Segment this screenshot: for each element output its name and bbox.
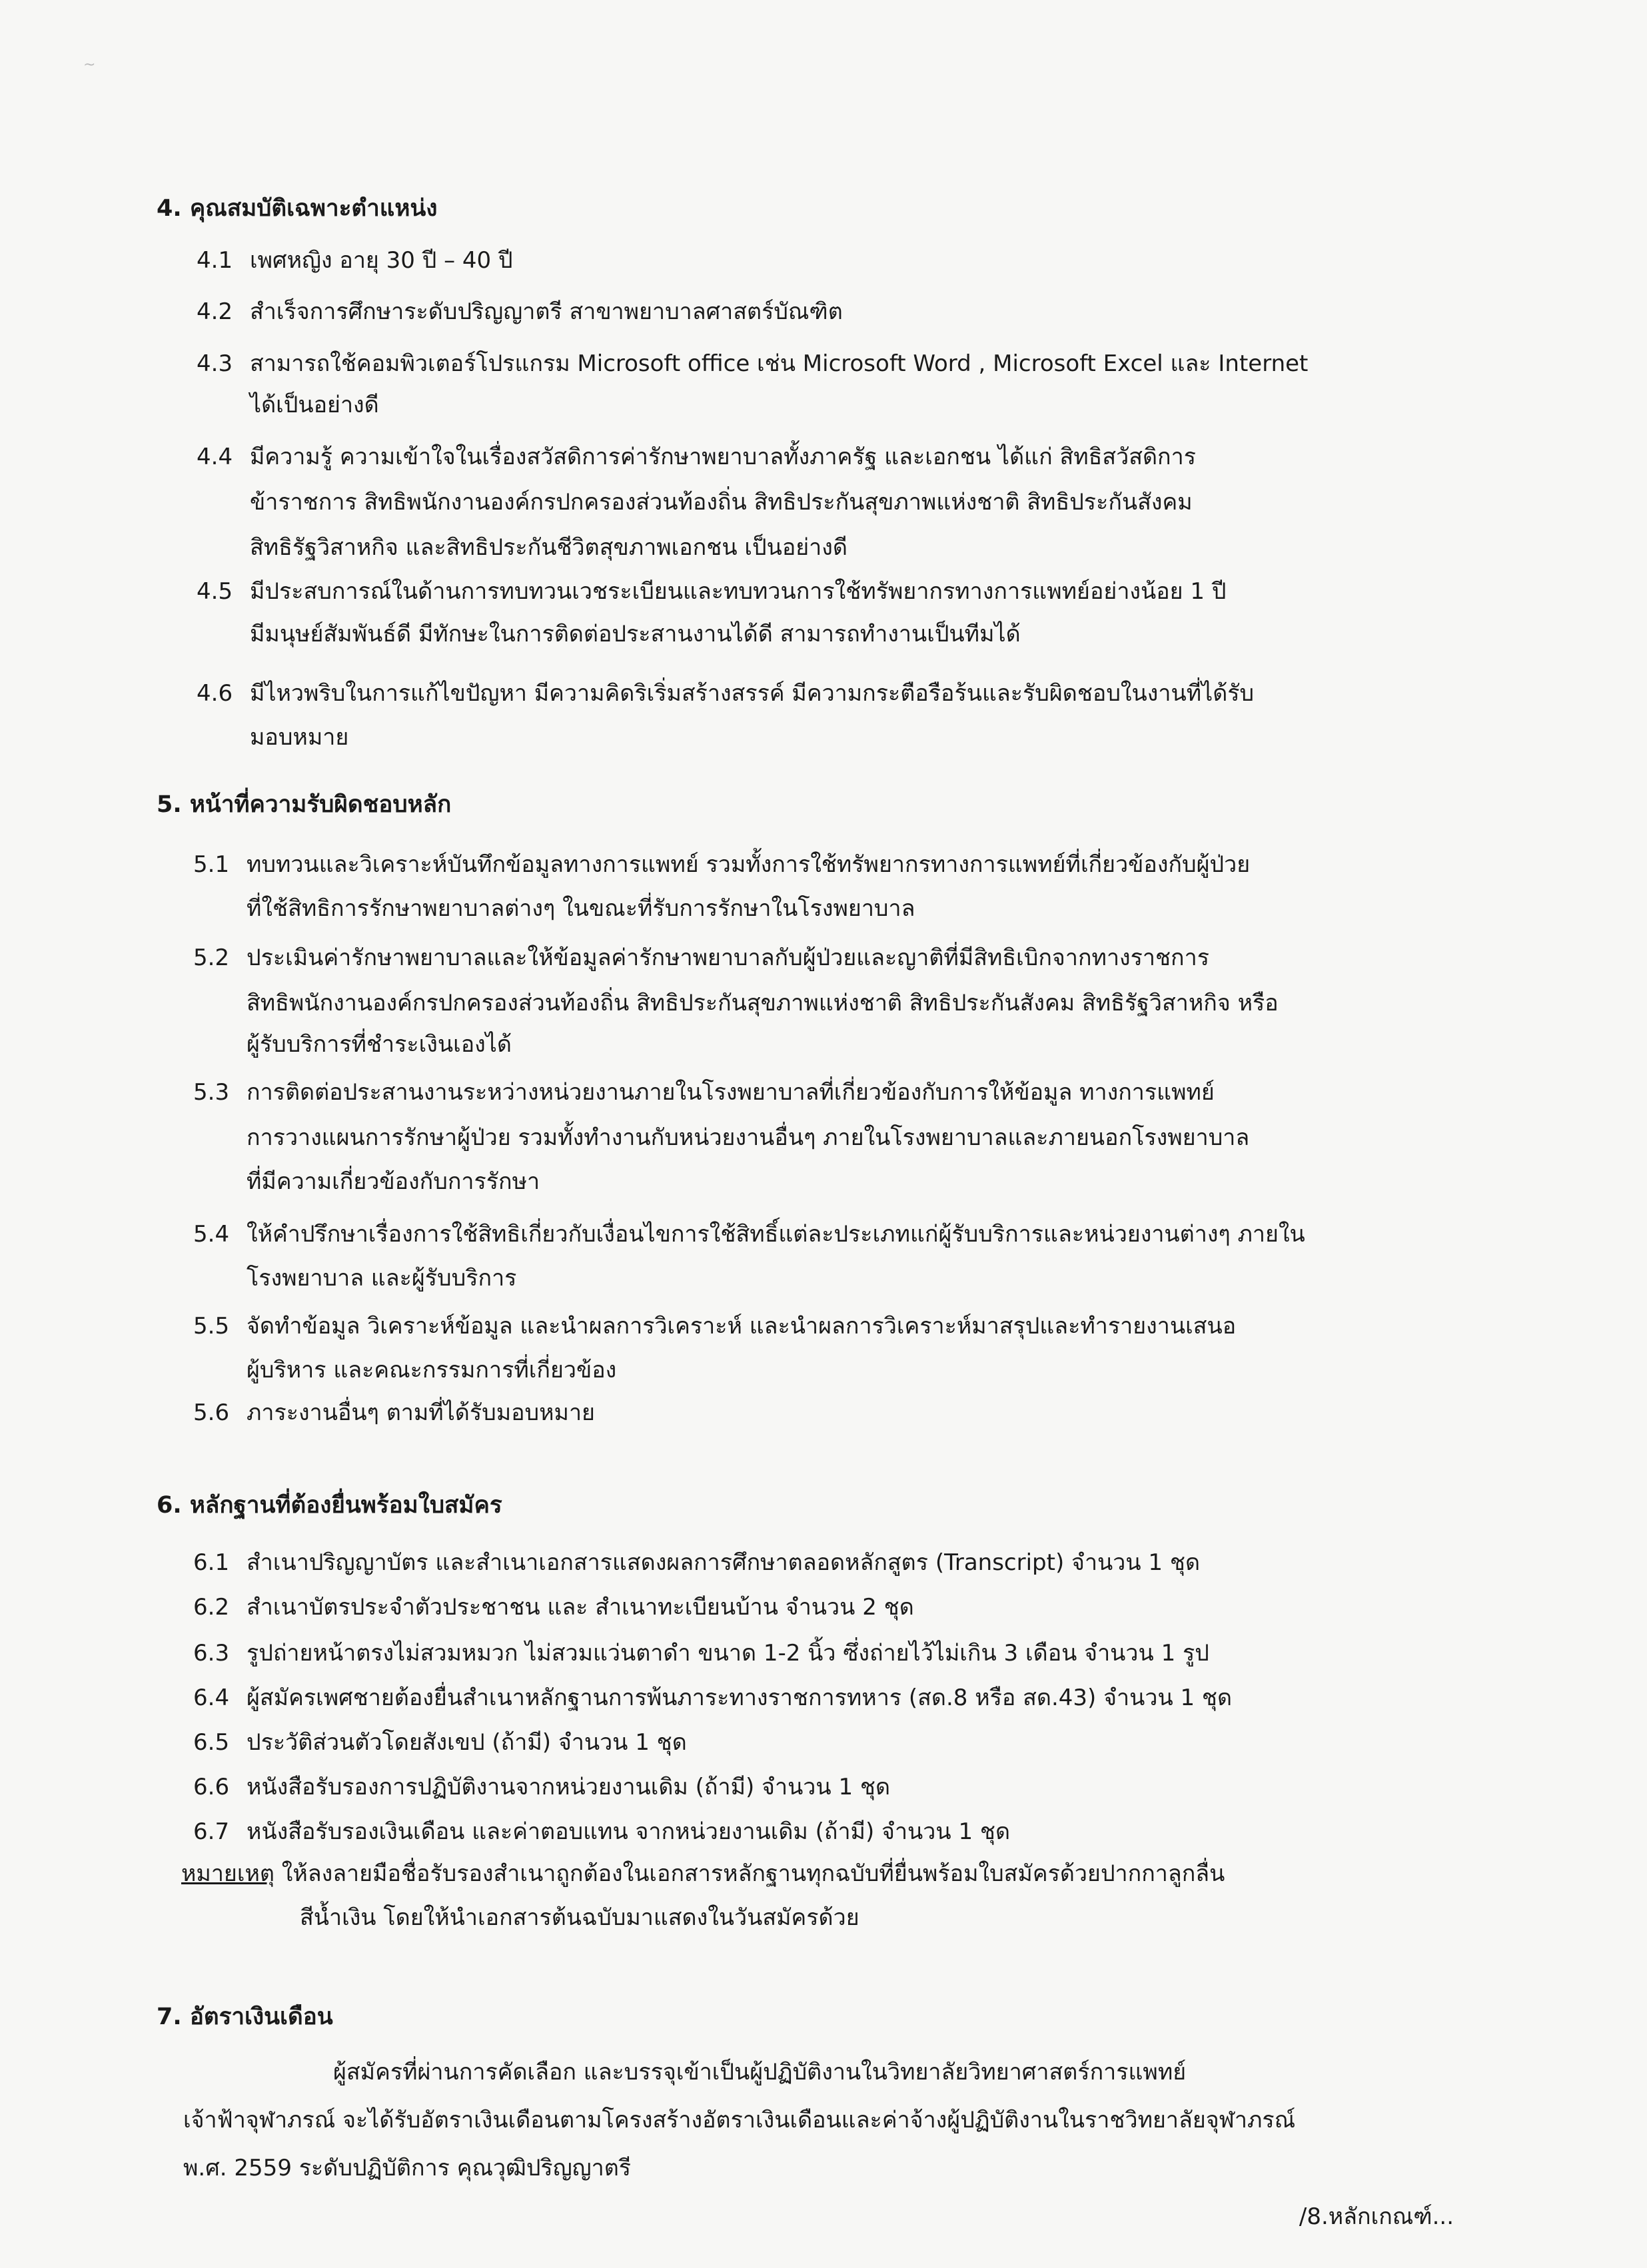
list-item: [193, 1583, 1466, 1631]
item-text: ทบทวนและวิเคราะห์บันทึกข้อมูลทางการแพทย์ รวมทั้งการใช้ทรัพยากรทางการแพทย์ที่เกี่ยวข้องกับผู้ป่วย: [247, 851, 1251, 878]
item-text: ประเมินค่ารักษาพยาบาลและให้ข้อมูลค่ารักษาพยาบาลกับผู้ป่วยและญาติที่มีสิทธิเบิกจากทางราชการ: [247, 945, 1209, 971]
note-label: หมายเหตุ: [181, 1860, 274, 1887]
item-number: 4.1: [197, 247, 233, 274]
item-number: 4.2: [197, 298, 233, 325]
item-number: 6.1: [193, 1549, 230, 1576]
item-number: 6.2: [193, 1594, 230, 1621]
item-number: 4.5: [197, 578, 233, 605]
item-number: 4.4: [197, 444, 233, 470]
item-text: ผู้รับบริการที่ชำระเงินเองได้: [247, 1031, 512, 1058]
list-item: [193, 1629, 1466, 1677]
salary-paragraph: [183, 2048, 1462, 2192]
item-text: รูปถ่ายหน้าตรงไม่สวมหมวก ไม่สวมแว่นตาดำ ขนาด 1-2 นิ้ว ซึ่งถ่ายไว้ไม่เกิน 3 เดือน จำนวน 1 รูป: [247, 1640, 1209, 1667]
item-text: การติดต่อประสานงานระหว่างหน่วยงานภายในโรงพยาบาลที่เกี่ยวข้องกับการให้ข้อมูล ทางการแพทย์: [247, 1079, 1215, 1106]
item-text: สำเนาปริญญาบัตร และสำเนาเอกสารแสดงผลการศึกษาตลอดหลักสูตร (Transcript) จำนวน 1 ชุด: [247, 1549, 1201, 1576]
item-number: 6.5: [193, 1729, 230, 1756]
list-item: [197, 433, 1462, 577]
item-text: โรงพยาบาล และผู้รับบริการ: [247, 1265, 517, 1292]
note-line-1: [181, 1850, 1225, 1898]
item-text: ประวัติส่วนตัวโดยสังเขป (ถ้ามี) จำนวน 1 ชุด: [247, 1729, 687, 1756]
list-item: [197, 669, 1462, 765]
list-item: [193, 841, 1466, 937]
item-number: 6.6: [193, 1774, 230, 1800]
item-text: หนังสือรับรองเงินเดือน และค่าตอบแทน จากหน่วยงานเดิม (ถ้ามี) จำนวน 1 ชุด: [247, 1818, 1011, 1845]
list-item: [193, 1674, 1466, 1722]
list-item: [197, 288, 1462, 336]
continuation-note: /8.หลักเกณฑ์...: [1299, 2203, 1454, 2230]
item-text: การวางแผนการรักษาผู้ป่วย รวมทั้งทำงานกับหน่วยงานอื่นๆ ภายในโรงพยาบาลและภายนอกโรงพยาบาล: [247, 1124, 1250, 1151]
item-text: เพศหญิง อายุ 30 ปี – 40 ปี: [250, 247, 513, 274]
paragraph-line: พ.ศ. 2559 ระดับปฏิบัติการ คุณวุฒิปริญญาตรี: [183, 2155, 632, 2181]
section-7-title: 7. อัตราเงินเดือน: [157, 2004, 333, 2030]
list-item: [193, 1068, 1466, 1212]
paragraph-line: เจ้าฟ้าจุฬาภรณ์ จะได้รับอัตราเงินเดือนตามโครงสร้างอัตราเงินเดือนและค่าจ้างผู้ปฏิบัติงานในราชวิทยาลัยจุฬาภรณ์: [183, 2107, 1296, 2133]
list-item: [193, 1389, 1466, 1437]
item-text: สิทธิพนักงานองค์กรปกครองส่วนท้องถิ่น สิทธิประกันสุขภาพแห่งชาติ สิทธิประกันสังคม สิทธิรัฐวิสาหกิจ หรือ: [247, 990, 1279, 1016]
item-text: ให้คำปรึกษาเรื่องการใช้สิทธิเกี่ยวกับเงื่อนไขการใช้สิทธิ์แต่ละประเภทแก่ผู้รับบริการและหน่วยงานต่างๆ ภายใน: [247, 1221, 1305, 1248]
item-text: หนังสือรับรองการปฏิบัติงานจากหน่วยงานเดิม (ถ้ามี) จำนวน 1 ชุด: [247, 1774, 891, 1800]
list-item: [193, 934, 1466, 1078]
list-item: [197, 236, 1462, 284]
item-text: สำเร็จการศึกษาระดับปริญญาตรี สาขาพยาบาลศาสตร์บัณฑิต: [250, 298, 843, 325]
list-item: [193, 1718, 1466, 1766]
scan-mark: ~: [83, 57, 96, 73]
item-text: ผู้บริหาร และคณะกรรมการที่เกี่ยวข้อง: [247, 1357, 617, 1383]
item-number: 5.1: [193, 851, 230, 878]
item-text: ผู้สมัครเพศชายต้องยื่นสำเนาหลักฐานการพ้นภาระทางราชการทหาร (สด.8 หรือ สด.43) จำนวน 1 ชุด: [247, 1685, 1233, 1711]
item-text: ข้าราชการ สิทธิพนักงานองค์กรปกครองส่วนท้องถิ่น สิทธิประกันสุขภาพแห่งชาติ สิทธิประกันสังคม: [250, 489, 1193, 516]
item-number: 5.4: [193, 1221, 230, 1248]
item-number: 5.2: [193, 945, 230, 971]
list-item: [193, 1808, 1466, 1856]
item-text: มอบหมาย: [250, 724, 349, 751]
item-text: มีประสบการณ์ในด้านการทบทวนเวชระเบียนและทบทวนการใช้ทรัพยากรทางการแพทย์อย่างน้อย 1 ปี: [250, 578, 1227, 605]
section-6-title: 6. หลักฐานที่ต้องยื่นพร้อมใบสมัคร: [157, 1492, 502, 1519]
item-number: 6.4: [193, 1685, 230, 1711]
list-item: [193, 1210, 1466, 1306]
item-number: 4.6: [197, 680, 233, 707]
item-text: ภาระงานอื่นๆ ตามที่ได้รับมอบหมาย: [247, 1399, 595, 1426]
item-number: 5.3: [193, 1079, 230, 1106]
item-text: ที่ใช้สิทธิการรักษาพยาบาลต่างๆ ในขณะที่รับการรักษาในโรงพยาบาล: [247, 895, 915, 922]
item-number: 4.3: [197, 350, 233, 377]
item-text: สามารถใช้คอมพิวเตอร์โปรแกรม Microsoft office เช่น Microsoft Word , Microsoft Excel และ Internet: [250, 350, 1309, 377]
item-text: มีไหวพริบในการแก้ไขปัญหา มีความคิดริเริ่มสร้างสรรค์ มีความกระตือรือร้นและรับผิดชอบในงานที่ได้รับ: [250, 680, 1255, 707]
item-number: 6.3: [193, 1640, 230, 1667]
item-text: ที่มีความเกี่ยวข้องกับการรักษา: [247, 1168, 540, 1195]
list-item: [193, 1302, 1466, 1398]
item-text: ได้เป็นอย่างดี: [250, 392, 379, 418]
item-number: 6.7: [193, 1818, 230, 1845]
section-4-title: 4. คุณสมบัติเฉพาะตำแหน่ง: [157, 195, 438, 222]
item-text: สิทธิรัฐวิสาหกิจ และสิทธิประกันชีวิตสุขภาพเอกชน เป็นอย่างดี: [250, 534, 847, 561]
list-item: [197, 340, 1462, 436]
item-text: มีความรู้ ความเข้าใจในเรื่องสวัสดิการค่ารักษาพยาบาลทั้งภาครัฐ และเอกชน ได้แก่ สิทธิสวัสดิการ: [250, 444, 1196, 470]
item-text: สำเนาบัตรประจำตัวประชาชน และ สำเนาทะเบียนบ้าน จำนวน 2 ชุด: [247, 1594, 914, 1621]
note-text: ให้ลงลายมือชื่อรับรองสำเนาถูกต้องในเอกสารหลักฐานทุกฉบับที่ยื่นพร้อมใบสมัครด้วยปากกาลูกลื่น: [274, 1860, 1225, 1887]
list-item: [193, 1539, 1466, 1587]
list-item: [197, 567, 1462, 663]
section-5-title: 5. หน้าที่ความรับผิดชอบหลัก: [157, 791, 452, 818]
paragraph-line: ผู้สมัครที่ผ่านการคัดเลือก และบรรจุเข้าเป็นผู้ปฏิบัติงานในวิทยาลัยวิทยาศาสตร์การแพทย์: [333, 2059, 1187, 2085]
item-text: จัดทำข้อมูล วิเคราะห์ข้อมูล และนำผลการวิเคราะห์ และนำผลการวิเคราะห์มาสรุปและทำรายงานเสนอ: [247, 1313, 1237, 1339]
item-number: 5.6: [193, 1399, 230, 1426]
item-number: 5.5: [193, 1313, 230, 1339]
item-text: มีมนุษย์สัมพันธ์ดี มีทักษะในการติดต่อประสานงานได้ดี สามารถทำงานเป็นทีมได้: [250, 621, 1021, 647]
list-item: [193, 1763, 1466, 1811]
note-line-2: สีน้ำเงิน โดยให้นำเอกสารต้นฉบับมาแสดงในวันสมัครด้วย: [300, 1904, 859, 1931]
